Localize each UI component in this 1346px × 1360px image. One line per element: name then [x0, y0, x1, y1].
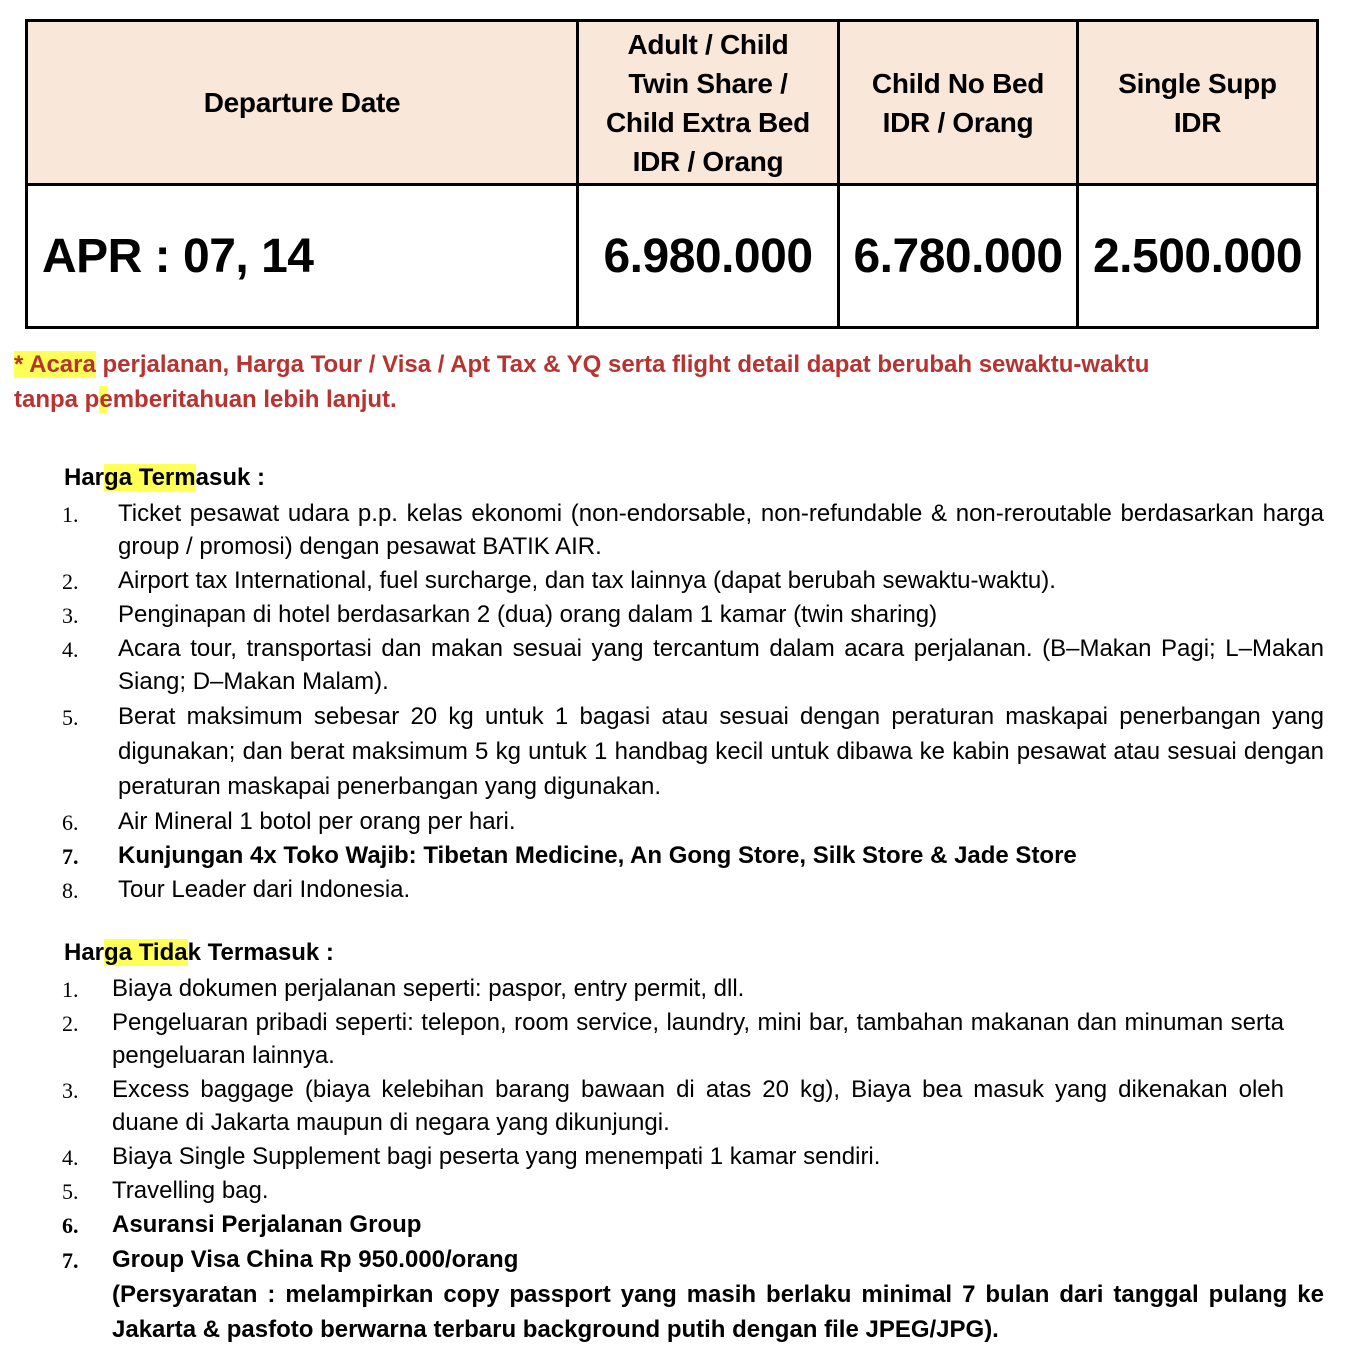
list-item — [64, 598, 1324, 631]
list-item — [64, 972, 1284, 1005]
visa-requirements-text: (Persyaratan : melampirkan copy passport yang masih berlaku minimal 7 bulan dari tanggal pulang ke Jakarta & pasfoto berwarna terbaru background putih dengan file JPEG/JPG). — [112, 1281, 1324, 1343]
item-text: Kunjungan 4x Toko Wajib: Tibetan Medicine, An Gong Store, Silk Store & Jade Store — [118, 842, 1077, 869]
list-item — [64, 564, 1324, 597]
header-line: Child No Bed — [871, 67, 1045, 99]
price-excluded-title — [64, 936, 1284, 970]
title-part: Har — [64, 464, 105, 491]
item-number: 3. — [62, 1078, 79, 1103]
price-included-title — [64, 461, 1324, 495]
list-item — [64, 1242, 1324, 1347]
header-departure-date-label: Departure Date — [203, 87, 401, 118]
single-supp-price-cell: 2.500.000 — [1078, 185, 1318, 328]
title-highlight: ga Tida — [104, 939, 188, 966]
header-single-supp — [1078, 21, 1318, 185]
list-item — [64, 873, 1324, 906]
item-number: 1. — [62, 977, 79, 1002]
item-text: Travelling bag. — [112, 1177, 269, 1204]
item-text: Group Visa China Rp 950.000/orang — [112, 1246, 519, 1273]
item-text: Biaya dokumen perjalanan seperti: paspor, entry permit, dll. — [112, 975, 745, 1002]
list-item — [64, 839, 1324, 872]
list-item — [64, 1174, 1284, 1207]
item-text: Air Mineral 1 botol per orang per hari. — [118, 808, 516, 835]
title-part: asuk : — [195, 464, 265, 491]
item-number: 2. — [62, 569, 79, 594]
list-item — [64, 1073, 1284, 1139]
item-text: Asuransi Perjalanan Group — [112, 1211, 422, 1238]
header-line: IDR / Orang — [882, 106, 1034, 138]
header-adult-child — [578, 21, 839, 185]
header-departure-date — [27, 21, 578, 185]
price-change-notice — [14, 347, 1334, 417]
header-line: IDR / Orang — [632, 145, 784, 177]
header-line: Child Extra Bed — [606, 106, 810, 138]
item-text: Acara tour, transportasi dan makan sesuai yang tercantum dalam acara perjalanan. (B–Makan Pagi; L–Makan Siang; D–Makan Malam). — [118, 635, 1324, 695]
item-number: 7. — [62, 844, 79, 869]
header-child-no-bed — [839, 21, 1078, 185]
item-text: Berat maksimum sebesar 20 kg untuk 1 bagasi atau sesuai dengan peraturan maskapai penerbangan yang digunakan; dan berat maksimum 5 kg untuk 1 handbag kecil untuk dibawa ke kabin pesawat atau sesuai dengan peraturan maskapai penerbangan yang digunakan. — [118, 703, 1324, 800]
adult-child-price-cell: 6.980.000 — [578, 185, 839, 328]
item-text: Pengeluaran pribadi seperti: telepon, room service, laundry, mini bar, tambahan makanan dan minuman serta pengeluaran lainnya. — [112, 1009, 1284, 1069]
list-item — [64, 805, 1324, 838]
item-number: 1. — [62, 502, 79, 527]
item-number: 8. — [62, 878, 79, 903]
price-included-section — [64, 461, 1324, 907]
list-item — [64, 632, 1324, 698]
price-table — [25, 19, 1319, 329]
item-text: Airport tax International, fuel surcharge, dan tax lainnya (dapat berubah sewaktu-waktu). — [118, 567, 1056, 594]
departure-date-cell: APR : 07, 14 — [27, 185, 578, 328]
notice-text-line2b: emberitahuan lebih lanjut. — [99, 386, 397, 413]
item-number: 4. — [62, 1145, 79, 1170]
item-text: Penginapan di hotel berdasarkan 2 (dua) orang dalam 1 kamar (twin sharing) — [118, 601, 938, 628]
header-line: Adult / Child — [627, 28, 789, 60]
item-number: 3. — [62, 603, 79, 628]
notice-text: perjalanan, Harga Tour / Visa / Apt Tax & YQ serta flight detail dapat berubah sewaktu-waktu — [95, 351, 1150, 378]
header-line: Single Supp — [1118, 67, 1277, 99]
price-excluded-section — [62, 936, 1324, 1348]
list-item — [64, 1006, 1284, 1072]
item-number: 4. — [62, 637, 79, 662]
price-table-header-row — [27, 21, 1318, 185]
title-part: Har — [64, 939, 105, 966]
price-included-list — [64, 497, 1324, 906]
header-line: IDR — [1173, 106, 1222, 138]
notice-text-line2a: tanpa p — [14, 386, 100, 413]
item-number: 5. — [62, 1179, 79, 1204]
item-text: Ticket pesawat udara p.p. kelas ekonomi (non-endorsable, non-refundable & non-reroutable berdasarkan harga group / promosi) dengan pesawat BATIK AIR. — [118, 500, 1324, 560]
title-highlight: ga Term — [104, 464, 196, 491]
item-number: 2. — [62, 1011, 79, 1036]
notice-highlight: * Acara — [14, 351, 96, 378]
child-no-bed-price-cell: 6.780.000 — [839, 185, 1078, 328]
item-number: 6. — [62, 1213, 79, 1238]
item-text: Biaya Single Supplement bagi peserta yang menempati 1 kamar sendiri. — [112, 1143, 881, 1170]
price-excluded-list — [62, 972, 1324, 1347]
item-text: Tour Leader dari Indonesia. — [118, 876, 411, 903]
price-table-row — [27, 185, 1318, 328]
item-number: 7. — [62, 1248, 79, 1273]
item-number: 5. — [62, 705, 79, 730]
list-item — [64, 1208, 1284, 1241]
item-text: Excess baggage (biaya kelebihan barang bawaan di atas 20 kg), Biaya bea masuk yang dikenakan oleh duane di Jakarta maupun di negara yang dikunjungi. — [112, 1076, 1284, 1136]
title-part: k Termasuk : — [187, 939, 334, 966]
list-item — [64, 497, 1324, 563]
item-number: 6. — [62, 810, 79, 835]
header-line: Twin Share / — [628, 67, 788, 99]
list-item — [64, 699, 1324, 804]
list-item — [64, 1140, 1284, 1173]
